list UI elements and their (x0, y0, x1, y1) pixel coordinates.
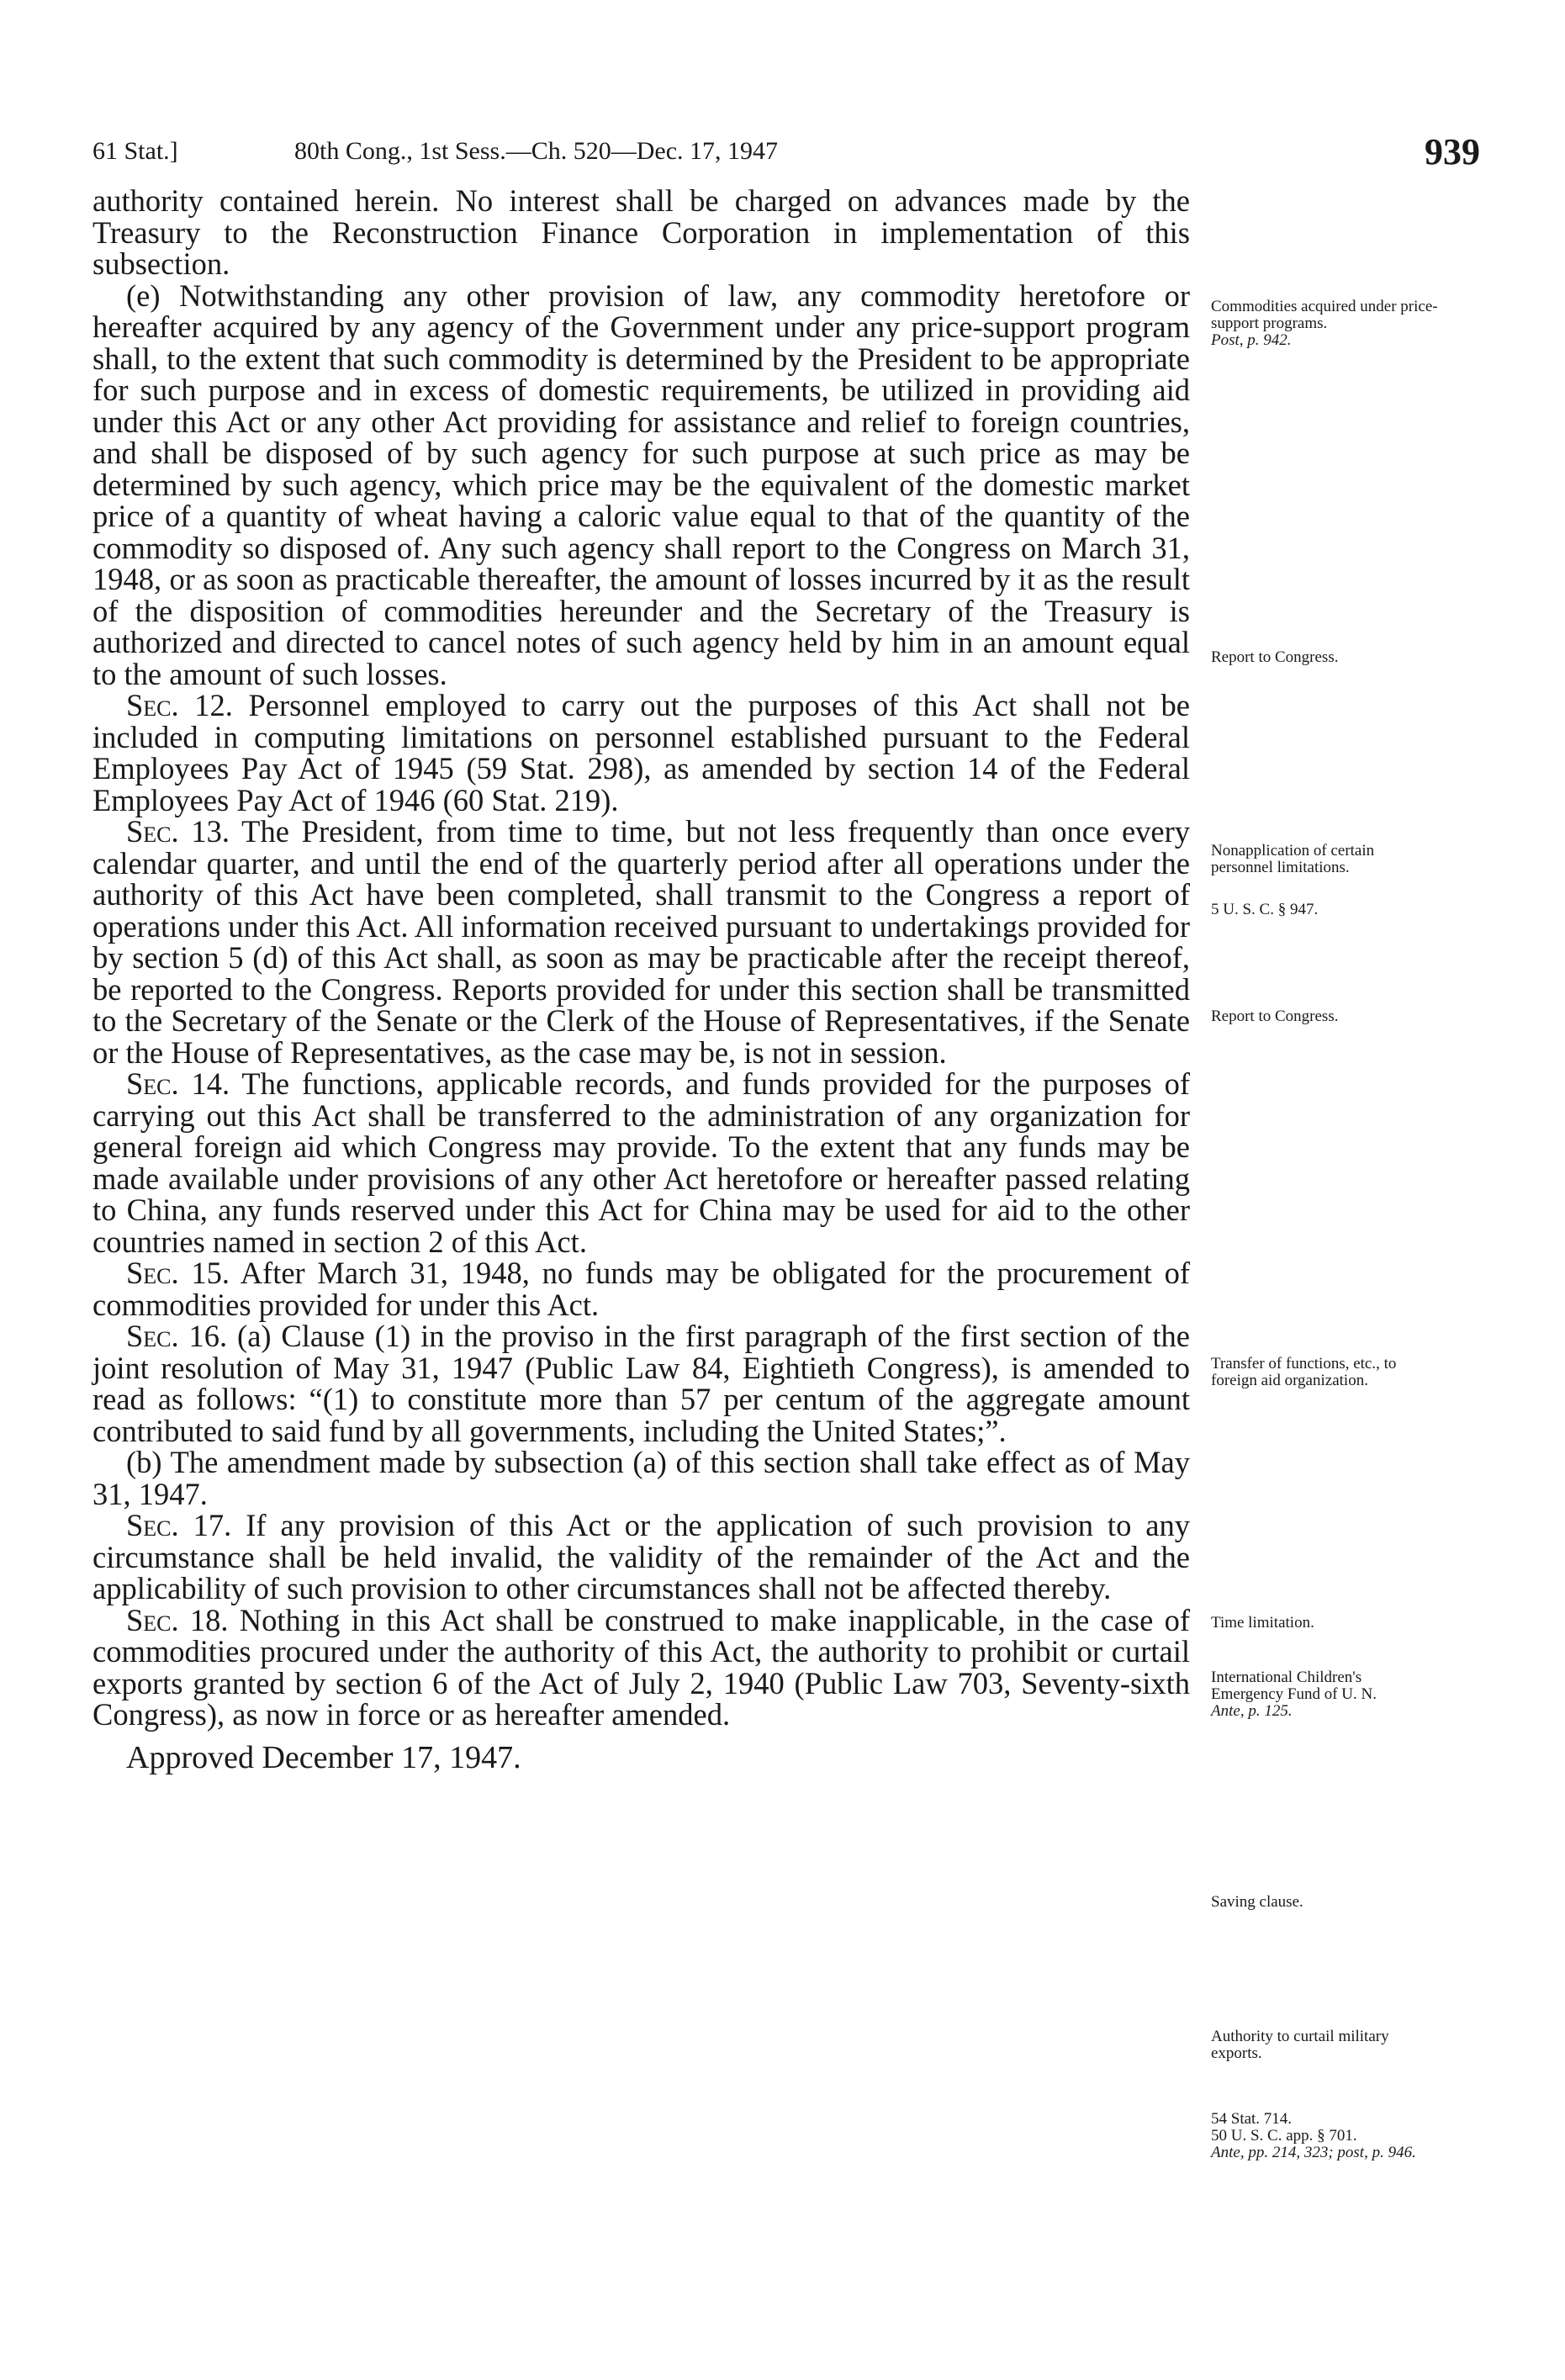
margin-note-report-2: Report to Congress. (1211, 1008, 1339, 1025)
margin-note-citation: 54 Stat. 714. (1211, 2110, 1293, 2128)
approval-date: Approved December 17, 1947. (126, 1739, 521, 1775)
section-text: The President, from time to time, but not less frequently than once every calendar quarter, and until the end of the quarterly period after all operations under the authority of this Act have been completed, shall transmit to the Congress a report of operations under this Act. All information received pursuant to undertakings provided for by section 5 (d) of this Act shall, as soon as may be practicable after the receipt thereof, be reported to the Congress. Reports provided for under this section shall be transmitted to the Secretary of the Senate or the Clerk of the House of Representatives, if the Senate or the House of Representatives, as the case may be, is not in session. (93, 814, 1191, 1070)
section-label: Sec. 12. (126, 688, 233, 722)
margin-note-text: International Children's Emergency Fund of U. N. (1211, 1669, 1377, 1703)
statute-text (93, 185, 1190, 1774)
section-label: Sec. 18. (126, 1602, 229, 1637)
page-number: 939 (1425, 131, 1480, 172)
margin-note-international (1211, 1669, 1438, 1720)
section-18 (93, 1602, 1190, 1732)
section-text: (a) Clause (1) in the proviso in the first paragraph of the first section of the joint resolution of May 31, 1947 (Public Law 84, Eightieth Congress), is amended to read as follows: “(1) to constitute more than 57 per centum of the aggregate amount contributed to said fund by all governments, including the United States;”. (93, 1319, 1190, 1448)
margin-note-authority (1211, 2028, 1438, 2161)
session-citation: 80th Cong., 1st Sess.—Ch. 520—Dec. 17, 1947 (294, 137, 779, 165)
section-text: The functions, applicable records, and funds provided for the purposes of carrying out this Act shall be transferred to the administration of any organization for general foreign aid which Congress may provide. To the extent that any funds may be made available under provisions of any other Act heretofore or hereafter passed relating to China, any funds reserved under this Act for China may be used for aid to the other countries named in section 2 of this Act. (93, 1066, 1190, 1259)
margin-note-citation: Ante, pp. 214, 323; post, p. 946. (1211, 2144, 1416, 2161)
paragraph-continued: authority contained herein. No interest shall be charged on advances made by the Treasury to the Reconstruction Finance Corporation in implementation of this subsection. (93, 183, 1190, 281)
running-head (93, 130, 1480, 181)
margin-note-commodities (1211, 299, 1438, 349)
section-label: Sec. 17. (126, 1508, 232, 1542)
section-17 (93, 1510, 1190, 1605)
section-text: After March 31, 1948, no funds may be obligated for the procurement of commodities provided for under this Act. (93, 1256, 1190, 1322)
margin-note-transfer: Transfer of functions, etc., to foreign aid organization. (1211, 1355, 1397, 1389)
section-label: Sec. 14. (126, 1066, 230, 1101)
section-14 (93, 1068, 1190, 1257)
section-text: Personnel employed to carry out the purposes of this Act shall not be included in computing limitations on personnel established pursuant to the Federal Employees Pay Act of 1945 (59 Stat. 298), as amended by section 14 of the Federal Employees Pay Act of 1946 (60 Stat. 219). (93, 688, 1190, 817)
section-16 (93, 1320, 1190, 1447)
margin-note-saving: Saving clause. (1211, 1893, 1303, 1911)
margin-note-nonapplication (1211, 843, 1438, 918)
margin-note-text: Commodities acquired under price-support programs. (1211, 298, 1438, 332)
margin-note-text: Nonapplication of certain personnel limitations. (1211, 842, 1375, 876)
section-text: Nothing in this Act shall be construed to make inapplicable, in the case of commodities procured under the authority of this Act, the authority to prohibit or curtail exports granted by section 6 of the Act of July 2, 1940 (Public Law 703, Seventy-sixth Congress), as now in force or as hereafter amended. (93, 1602, 1190, 1732)
subsection-e: (e) Notwithstanding any other provision of law, any commodity heretofore or hereafter acquired by any agency of the Government under any price-support program shall, to the extent that such commodity is determined by the President to be appropriate for such purpose and in excess of domestic requirements, be utilized in providing aid under this Act or any other Act providing for assistance and relief to foreign countries, and shall be disposed of by such agency for such purpose at such price as may be determined by such agency, which price may be the equivalent of the domestic market price of a quantity of wheat having a caloric value equal to that of the quantity of the commodity so disposed of. Any such agency shall report to the Congress on March 31, 1948, or as soon as practicable thereafter, the amount of losses incurred by it as the result of the disposition of commodities hereunder and the Secretary of the Treasury is authorized and directed to cancel notes of such agency held by him in an amount equal to the amount of such losses. (93, 278, 1190, 691)
section-12 (93, 690, 1190, 816)
margin-note-report: Report to Congress. (1211, 648, 1339, 666)
margin-note-citation: Post, p. 942. (1211, 331, 1292, 349)
margin-note-citation: 5 U. S. C. § 947. (1211, 901, 1319, 918)
section-15 (93, 1257, 1190, 1320)
margin-note-citation: Ante, p. 125. (1211, 1702, 1293, 1720)
volume-citation: 61 Stat.] (93, 137, 178, 165)
section-16-b: (b) The amendment made by subsection (a) of this section shall take effect as of May 31, 1947. (93, 1445, 1190, 1511)
margin-note-citation: 50 U. S. C. app. § 701. (1211, 2127, 1357, 2145)
margin-note-time-limitation: Time limitation. (1211, 1614, 1314, 1632)
section-label: Sec. 16. (126, 1319, 228, 1353)
section-label: Sec. 15. (126, 1256, 230, 1290)
section-label: Sec. 13. (126, 814, 230, 849)
section-text: If any provision of this Act or the application of such provision to any circumstance shall be held invalid, the validity of the remainder of the Act and the applicability of such provision to other circumstances shall not be affected thereby. (93, 1508, 1190, 1605)
section-13 (93, 816, 1190, 1068)
margin-note-text: Authority to curtail military exports. (1211, 2028, 1389, 2062)
